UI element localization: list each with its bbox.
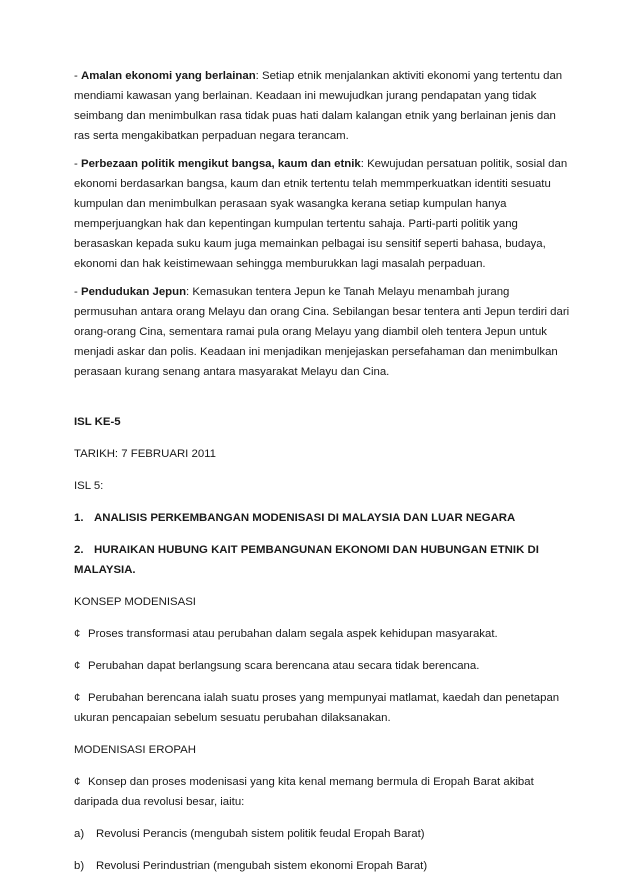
revolusi-item <box>74 824 574 844</box>
paragraph-amalan-ekonomi <box>74 66 574 146</box>
paragraph-lead: Pendudukan Jepun <box>80 286 187 298</box>
numbered-item <box>74 508 574 528</box>
isl-heading: ISL KE-5 <box>74 416 121 428</box>
paragraph-pendudukan-jepun <box>74 282 574 382</box>
konsep-item <box>74 624 574 644</box>
konsep-item-text: Proses transformasi atau perubahan dalam segala aspek kehidupan masyarakat. <box>88 628 498 640</box>
konsep-item <box>74 688 574 728</box>
item-text: HURAIKAN HUBUNG KAIT PEMBANGUNAN EKONOMI DAN HUBUNGAN ETNIK DI MALAYSIA. <box>74 544 539 576</box>
konsep-item <box>74 656 574 676</box>
cent-bullet-icon: ¢ <box>74 776 81 788</box>
numbered-item <box>74 540 574 580</box>
paragraph-text: : Kewujudan persatuan politik, sosial dan ekonomi berdasarkan bangsa, kaum dan etnik tertentu telah memmperkuatkan identiti sesuatu kumpulan dan menimbulkan perasaan syak wasangka kerana setiap kumpulan hanya memperjuangkan hak dan kepentingan kumpulan tertentu sahaja. Parti-parti politik yang berasaskan kepada suku kaum juga memainkan pelbagai isu sensitif seperti bahasa, budaya, ekonomi dan hak keistimewaan sehingga memburukkan lagi masalah perpaduan. <box>74 158 568 270</box>
item-number: 2. <box>74 544 84 556</box>
date-line: TARIKH: 7 FEBRUARI 2011 <box>74 448 217 460</box>
paragraph-lead: Perbezaan politik mengikut bangsa, kaum dan etnik <box>80 158 361 170</box>
item-letter: b) <box>74 860 85 872</box>
item-letter: a) <box>74 828 85 840</box>
eropah-intro-text: Konsep dan proses modenisasi yang kita kenal memang bermula di Eropah Barat akibat daripada dua revolusi besar, iaitu: <box>74 776 534 808</box>
eropah-heading: MODENISASI EROPAH <box>74 744 196 756</box>
cent-bullet-icon: ¢ <box>74 660 81 672</box>
konsep-item-text: Perubahan dapat berlangsung scara berencana atau secara tidak berencana. <box>88 660 480 672</box>
dash: - <box>74 158 78 170</box>
eropah-intro <box>74 772 574 812</box>
paragraph-text: : Setiap etnik menjalankan aktiviti ekonomi yang tertentu dan mendiami kawasan yang berlainan. Keadaan ini mewujudkan jurang pendapatan yang tidak seimbang dan menimbulkan rasa tidak puas hati dalam kalangan etnik yang berlainan jenis dan ras serta mengakibatkan perpaduan negara terancam. <box>74 70 563 142</box>
item-number: 1. <box>74 512 84 524</box>
revolusi-text: Revolusi Perindustrian (mengubah sistem ekonomi Eropah Barat) <box>96 860 428 872</box>
paragraph-text: : Kemasukan tentera Jepun ke Tanah Melayu menambah jurang permusuhan antara orang Melayu dan orang Cina. Sebilangan besar tentera anti Jepun terdiri dari orang-orang Cina, sementara ramai pula orang Melayu yang diambil oleh tentera Jepun untuk menjadi askar dan polis. Keadaan ini menjadikan menjejaskan persefahaman dan menimbulkan perasaan kurang senang antara masyarakat Melayu dan Cina. <box>74 286 570 378</box>
konsep-item-text: Perubahan berencana ialah suatu proses yang mempunyai matlamat, kaedah dan penetapan ukuran pencapaian sebelum sesuatu perubahan dilaksanakan. <box>74 692 560 724</box>
konsep-heading: KONSEP MODENISASI <box>74 596 196 608</box>
cent-bullet-icon: ¢ <box>74 628 81 640</box>
document-page <box>74 66 574 888</box>
paragraph-perbezaan-politik <box>74 154 574 274</box>
dash: - <box>74 286 78 298</box>
item-text: ANALISIS PERKEMBANGAN MODENISASI DI MALAYSIA DAN LUAR NEGARA <box>94 512 516 524</box>
cent-bullet-icon: ¢ <box>74 692 81 704</box>
revolusi-item <box>74 856 574 876</box>
dash: - <box>74 70 78 82</box>
paragraph-lead: Amalan ekonomi yang berlainan <box>80 70 256 82</box>
revolusi-text: Revolusi Perancis (mengubah sistem politik feudal Eropah Barat) <box>96 828 425 840</box>
isl-label: ISL 5: <box>74 480 104 492</box>
